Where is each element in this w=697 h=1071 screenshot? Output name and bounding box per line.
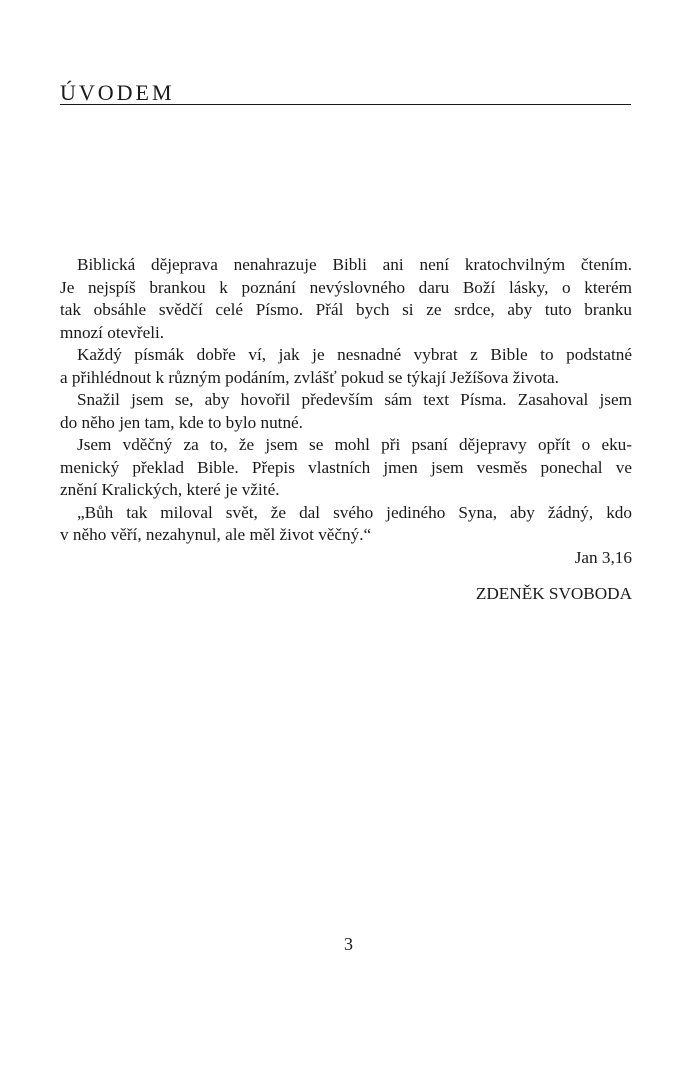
signature-spacer	[60, 569, 632, 583]
paragraph-2-line-2: a přihlédnout k různým podáním, zvlášť pokud se týkají Ježíšova života.	[60, 367, 559, 387]
chapter-heading: ÚVODEM	[60, 80, 175, 105]
paragraph-1-line-4: mnozí otevřeli.	[60, 322, 165, 342]
paragraph-4-line-3: znění Kralických, které je vžité.	[60, 480, 280, 499]
paragraph-4-line-2: menický překlad Bible. Přepis vlastních jmen jsem vesměs ponechal ve	[60, 457, 632, 477]
body-text	[60, 254, 632, 606]
paragraph-5-line-1: „Bůh tak miloval svět, že dal svého jediného Syna, aby žádný, kdo	[77, 502, 632, 522]
paragraph-1-line-3: tak obsáhle svědčí celé Písmo. Přál bych si ze srdce, aby tuto branku	[60, 300, 632, 319]
paragraph-1-line-2: Je nejspíš brankou k poznání nevýslovného daru Boží lásky, o kterém	[60, 277, 632, 297]
paragraph-3-line-1: Snažil jsem se, aby hovořil především sám text Písma. Zasahoval jsem	[77, 390, 632, 409]
heading-rule	[60, 104, 631, 105]
paragraph-4-line-1: Jsem vděčný za to, že jsem se mohl při psaní dějepravy opřít o eku-	[77, 435, 632, 454]
paragraph-1-line-1: Biblická dějeprava nenahrazuje Bibli ani není kratochvilným čtením.	[77, 255, 632, 274]
paragraph-5-line-2: v něho věří, nezahynul, ale měl život věčný.“	[60, 525, 372, 544]
paragraph-2-line-1: Každý písmák dobře ví, jak je nesnadné vybrat z Bible to podstatné	[77, 345, 632, 364]
paragraph-3-line-2: do něho jen tam, kde to bylo nutné.	[60, 412, 303, 432]
bible-citation: Jan 3,16	[574, 547, 632, 567]
page-number: 3	[344, 934, 353, 954]
author-signature: ZDENĚK SVOBODA	[475, 584, 632, 603]
